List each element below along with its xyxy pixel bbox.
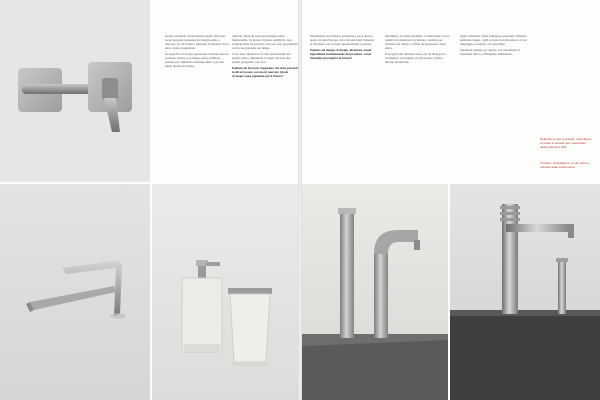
article-paragraph: Grazie al mondo di ispirazione legato all'acqua, Gessi propone soluzioni dal design pulito e rigoroso, in cui forma e funzione si fondono in un unico gesto progettuale. bbox=[165, 34, 229, 51]
article-paragraph: rumoria. Ideologi non può prendere nella funzionalità. Se manca il giusto equilibrio, non svilupperemo un prodotto, ma solo uno proprietario con la sua garanzia nel tempo. bbox=[232, 34, 298, 51]
mixer-lever-column bbox=[340, 212, 354, 338]
spout-outlet bbox=[568, 224, 574, 238]
page-gutter bbox=[298, 0, 302, 400]
bottle-base bbox=[184, 344, 220, 352]
article-paragraph: Le superfici in acciaio spazzolato restituiscono un carattere tecnico e al tempo stesso raffinato, pensato per ambienti contemporanei e per una lunga durata nel tempo. bbox=[165, 51, 229, 69]
article-paragraph: intermini e la realtà aziendale. Continuiamo con la qualità dei materiali e le finiture, studiate per resistere nel tempo e offrire un'esperienza d'uso unica. bbox=[385, 34, 450, 51]
article-paragraph: Con i suoi rubinetti in acciaio inossidabile dal profilo netto e minimale, il bagno diventa uno spazio progettato con cura. bbox=[232, 51, 291, 65]
article-column-5 bbox=[460, 34, 532, 180]
spout-outlet bbox=[414, 240, 420, 250]
knurl-ring bbox=[500, 206, 520, 209]
article-question: Puntate sul design. Il design, diventato ormai ingrediente fondamentale del prodotto: come intendete proseguire in futuro? bbox=[310, 47, 372, 61]
article-paragraph: Intellettuale su territorio nazionale e poi è ancora aperto in tutta Europa, dove da tanti anni l'azienda si relaziona con i propri rappresentanti e partner. bbox=[310, 34, 375, 47]
spout-column bbox=[374, 254, 388, 338]
article-paragraph: Ogni collezione viene sviluppata pensando all'intero ambiente bagno, dagli accessori ai miscelatori, in un linguaggio coerente e riconoscibile. bbox=[460, 34, 527, 47]
article-paragraph: Soluzioni pensate per durare, con attenzione al risparmio idrico e all'impatto ambientale. bbox=[460, 47, 520, 56]
paper-holder-photo bbox=[0, 184, 150, 400]
article-question: Padiata sui lavorati. Sappiamo che siete presenti in diversi paesi, con nuovi mercati. Quale strategia state seguendo per il futuro? bbox=[232, 65, 298, 79]
glass-shadow bbox=[232, 362, 268, 366]
basin-mixer-illustration bbox=[302, 184, 448, 400]
soap-dispenser-photo bbox=[152, 184, 298, 400]
frosted-glass bbox=[230, 294, 270, 362]
faucet-spout bbox=[506, 224, 574, 232]
article-column-1 bbox=[165, 34, 231, 180]
mixer-body bbox=[102, 78, 118, 100]
photo-caption: In basso: portasapone, porta rotolo e rubinetti della stessa serie. bbox=[540, 161, 590, 169]
holder-arm bbox=[30, 286, 116, 310]
article-column-3 bbox=[310, 34, 376, 180]
dispenser-bottle bbox=[182, 278, 222, 352]
article-column-4 bbox=[385, 34, 451, 180]
side-control bbox=[558, 260, 566, 314]
article-column-2 bbox=[232, 34, 298, 180]
pump-nozzle bbox=[206, 262, 220, 266]
basin-mixer-photo bbox=[302, 184, 448, 400]
tall-faucet-illustration bbox=[450, 184, 600, 400]
knurl-ring bbox=[500, 212, 520, 215]
photo-caption: Nella foto in alto a sinistra, miscelatore a parete in acciaio inox spazzolato della collezione 316. bbox=[540, 137, 592, 149]
paper-holder-illustration bbox=[0, 184, 150, 400]
soap-dispenser-illustration bbox=[152, 184, 298, 400]
pump-stem bbox=[198, 266, 206, 278]
countertop-edge bbox=[450, 310, 600, 316]
wall-faucet-photo bbox=[0, 0, 150, 182]
side-control-cap bbox=[556, 258, 568, 262]
knurl-ring bbox=[500, 218, 520, 221]
glass-holder-rim bbox=[228, 288, 272, 294]
countertop bbox=[450, 314, 600, 400]
spout-curve bbox=[374, 230, 418, 254]
tall-faucet-photo bbox=[450, 184, 600, 400]
mixer-lever-cap bbox=[338, 208, 356, 214]
holder-shadow bbox=[110, 313, 126, 319]
article-paragraph: Il progetto del rubinetto nasce da un dialogo tra l'architetto, il designer e il laboratorio tecnico interno all'azienda. bbox=[385, 51, 446, 65]
wall-faucet-illustration bbox=[0, 0, 150, 182]
